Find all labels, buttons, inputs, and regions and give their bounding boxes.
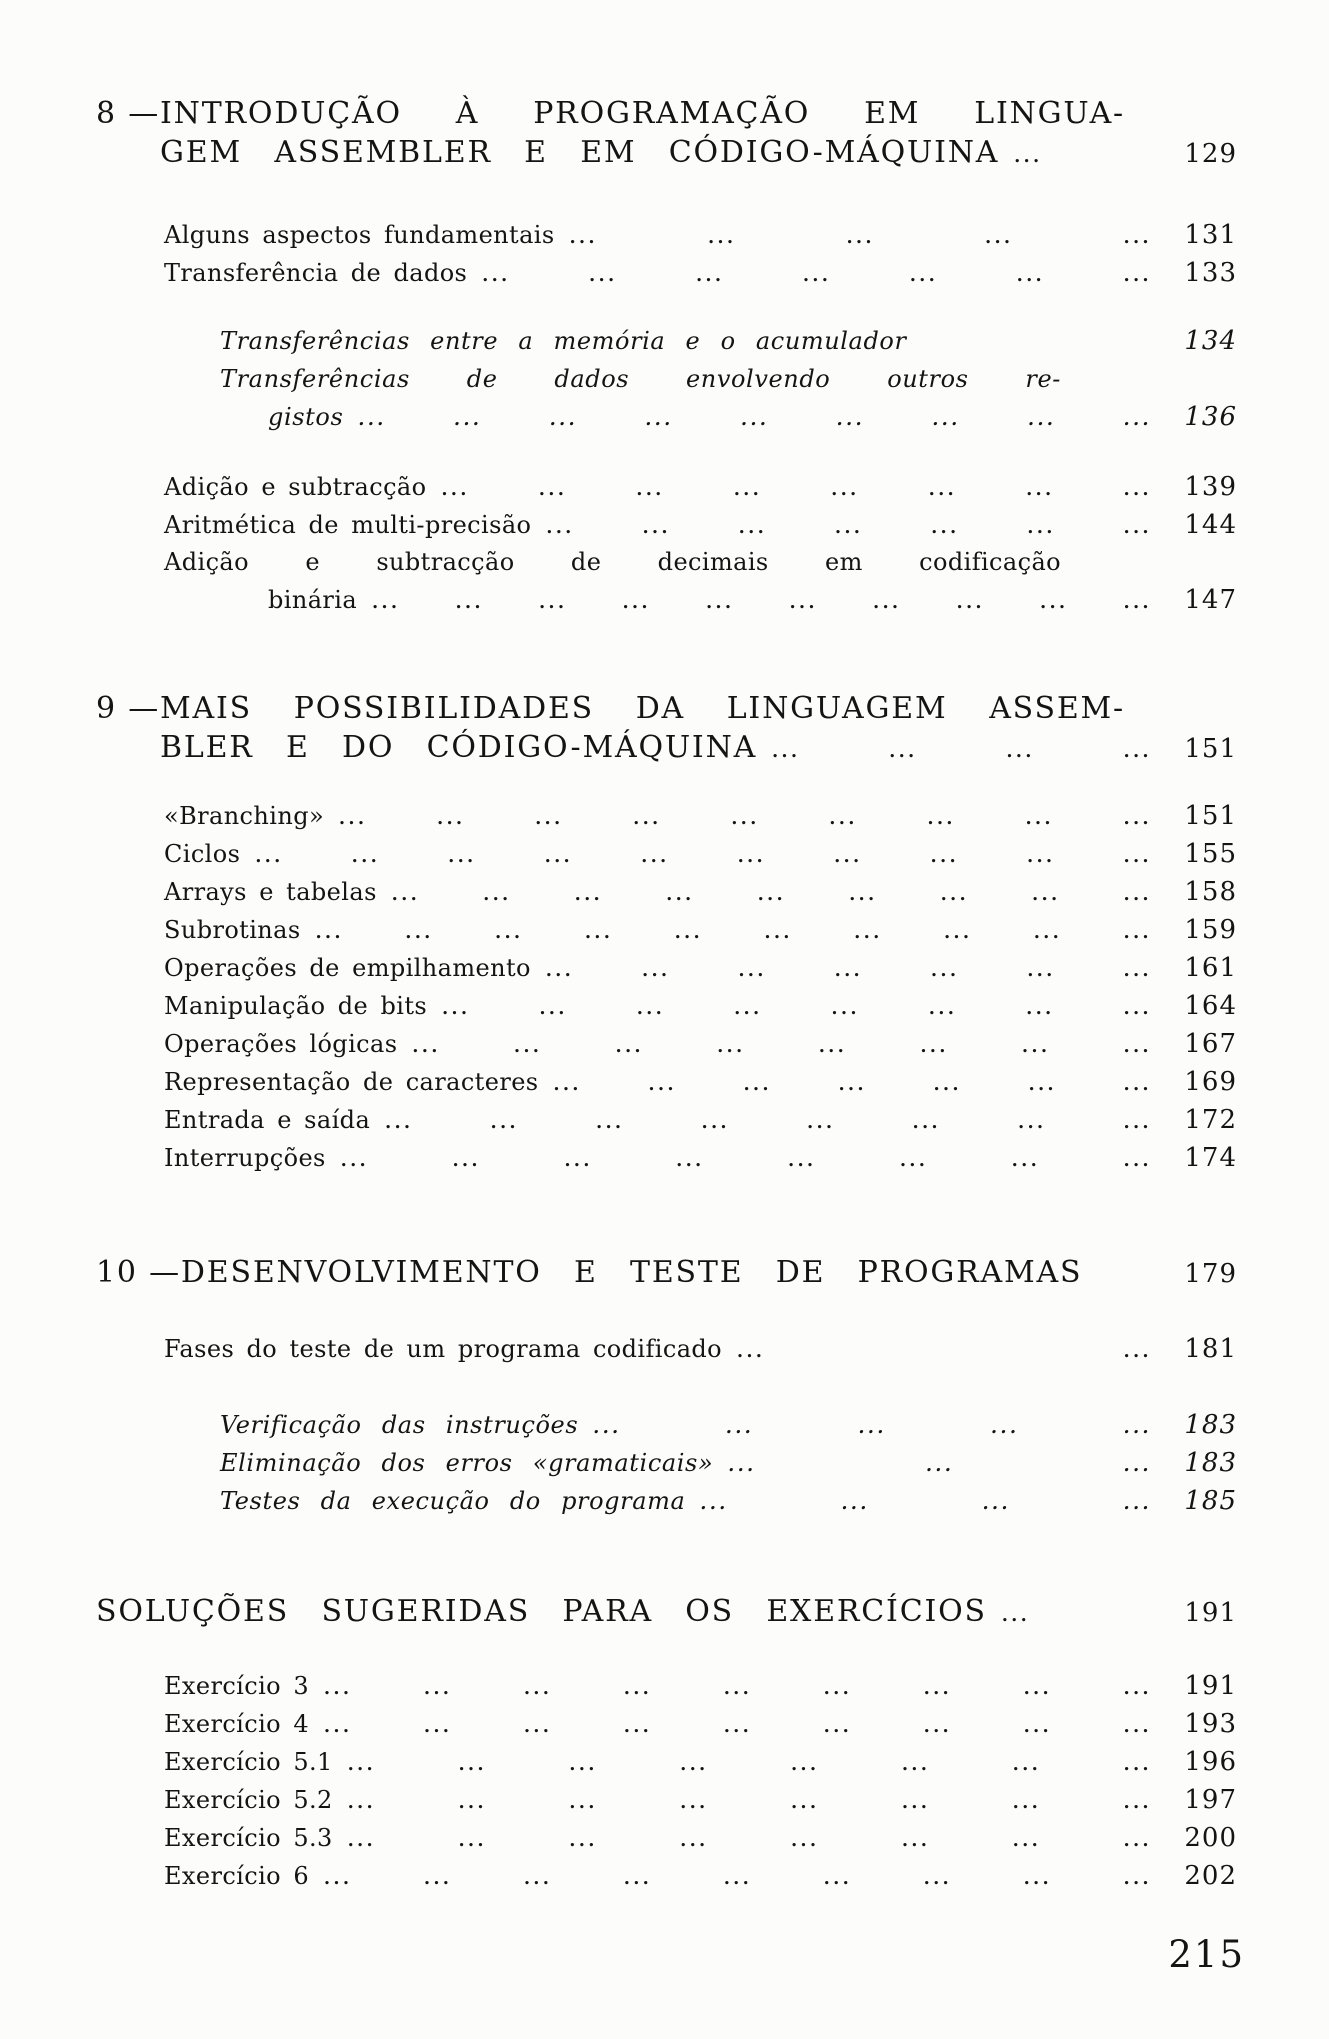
page-ref: 193 — [1184, 1709, 1237, 1739]
toc-entry-label: Exercício 5.3 — [164, 1824, 333, 1852]
page-ref: 159 — [1184, 915, 1237, 945]
toc-entry-label: Transferências de dados envolvendo outros re- — [220, 365, 1061, 393]
toc-entry-label: Operações lógicas — [164, 1030, 398, 1058]
page-ref: 147 — [1184, 585, 1237, 615]
page-ref: 167 — [1184, 1029, 1237, 1059]
page-ref: 133 — [1184, 258, 1237, 288]
dot-leader: ... ... ... ... ... ... ... ... ... — [323, 1861, 1151, 1890]
dot-leader: ... ... ... — [727, 1448, 1151, 1477]
toc-entry-label: Manipulação de bits — [164, 992, 428, 1020]
toc-entry-label: Ciclos — [164, 840, 241, 868]
chapter9-title-line1: MAIS POSSIBILIDADES DA LINGUAGEM ASSEM- — [160, 691, 1125, 726]
page-ref: 151 — [1184, 801, 1237, 831]
chapter10-heading — [96, 1253, 1237, 1294]
dot-leader: ... ... ... ... ... ... ... — [544, 953, 1151, 982]
toc-entry-label: Arrays e tabelas — [164, 878, 377, 906]
dot-leader: ... — [1000, 1598, 1030, 1627]
chapter8-title-line2: GEM ASSEMBLER E EM CÓDIGO-MÁQUINA — [160, 135, 1000, 170]
toc-entry — [164, 1743, 1237, 1781]
toc-entry-label: Verificação das instruções — [220, 1411, 579, 1439]
chapter8-heading-line2 — [160, 133, 1237, 174]
page-ref: 155 — [1184, 839, 1237, 869]
toc-entry-label: gistos — [268, 403, 344, 431]
dot-leader: ... ... ... ... ... ... ... ... — [411, 1029, 1151, 1058]
toc-entry — [164, 911, 1237, 949]
chapter9-heading-line1 — [96, 689, 1237, 728]
dot-leader: ... ... ... ... ... ... ... ... ... — [323, 1671, 1151, 1700]
dot-leader: ... ... ... ... ... ... ... ... — [440, 472, 1151, 501]
chapter10-title: DESENVOLVIMENTO E TESTE DE PROGRAMAS — [180, 1255, 1083, 1290]
page-ref: 144 — [1184, 510, 1237, 540]
toc-entry — [164, 1025, 1237, 1063]
toc-subentry — [220, 1482, 1237, 1520]
dot-leader: ... ... ... ... ... ... ... ... — [384, 1105, 1151, 1134]
page-ref: 185 — [1184, 1486, 1237, 1516]
toc-entry — [164, 254, 1237, 292]
dot-leader: ... ... ... ... ... ... ... ... — [441, 991, 1151, 1020]
toc-entry-label: Exercício 5.1 — [164, 1748, 333, 1776]
toc-subentry-wrapped-line — [220, 360, 1237, 398]
toc-entry — [164, 835, 1237, 873]
toc-entry — [164, 1667, 1237, 1705]
toc-entry-label: Representação de caracteres — [164, 1068, 539, 1096]
toc-entry — [164, 468, 1237, 506]
toc-subentry — [220, 1406, 1237, 1444]
chapter8-heading-line1 — [96, 94, 1237, 133]
toc-entry — [164, 1705, 1237, 1743]
toc-subentry — [220, 1444, 1237, 1482]
dot-leader: ... ... ... ... ... ... ... ... — [346, 1823, 1151, 1852]
dot-leader: ... ... ... ... — [771, 734, 1151, 763]
toc-entry-continuation — [268, 581, 1237, 619]
page-ref: 129 — [1184, 139, 1237, 169]
dot-leader: ... ... ... ... ... ... ... ... — [339, 1143, 1151, 1172]
chapter9-number: 9 — — [96, 691, 161, 726]
page-ref: 151 — [1184, 734, 1237, 764]
toc-entry-label: Eliminação dos erros «gramaticais» — [220, 1449, 714, 1477]
chapter9-heading-line2 — [160, 728, 1237, 769]
dot-leader: ... — [1013, 139, 1042, 168]
page-ref: 191 — [1184, 1598, 1237, 1628]
dot-leader: ... ... ... ... ... ... ... ... — [346, 1785, 1151, 1814]
toc-entry-label: Entrada e saída — [164, 1106, 371, 1134]
toc-entry — [164, 506, 1237, 544]
toc-entry-label: Testes da execução do programa — [220, 1487, 686, 1515]
dot-leader: ... ... ... ... ... ... ... ... ... ... — [371, 585, 1151, 614]
toc-entry-label: binária — [268, 586, 358, 614]
page-number: 215 — [1168, 1933, 1245, 1976]
dot-leader: ... ... ... ... ... ... ... — [545, 510, 1151, 539]
toc-entry-label: Transferência de dados — [164, 259, 468, 287]
page-ref: 197 — [1184, 1785, 1237, 1815]
page-ref: 134 — [1184, 326, 1237, 356]
page-ref: 164 — [1184, 991, 1237, 1021]
page-ref: 161 — [1184, 953, 1237, 983]
toc-entry-label: Exercício 5.2 — [164, 1786, 333, 1814]
toc-subentry — [220, 322, 1237, 360]
toc-subentry-continuation — [268, 398, 1237, 436]
page-ref: 196 — [1184, 1747, 1237, 1777]
toc-entry-label: Fases do teste de um programa codificado — [164, 1335, 723, 1363]
toc-entry-label: Adição e subtracção de decimais em codificação — [164, 548, 1061, 576]
dot-leader: ... ... ... ... ... ... ... ... ... — [357, 402, 1151, 431]
toc-entry-label: «Branching» — [164, 802, 325, 830]
toc-entry — [164, 1063, 1237, 1101]
dot-leader: ... ... ... ... ... — [568, 220, 1151, 249]
toc-entry — [164, 797, 1237, 835]
chapter8-title-line1: INTRODUÇÃO À PROGRAMAÇÃO EM LINGUA- — [160, 96, 1125, 131]
toc-entry-label: Aritmética de multi-precisão — [164, 511, 532, 539]
chapter10-number: 10 — — [96, 1255, 181, 1290]
dot-leader: ... ... ... ... ... ... ... ... ... ... — [314, 915, 1151, 944]
dot-leader: ... ... — [736, 1334, 1151, 1363]
toc-entry-label: Interrupções — [164, 1144, 326, 1172]
toc-entry — [164, 873, 1237, 911]
page-ref: 131 — [1184, 220, 1237, 250]
toc-entry — [164, 1857, 1237, 1895]
toc-entry-label: Alguns aspectos fundamentais — [164, 221, 555, 249]
toc-entry — [164, 1781, 1237, 1819]
toc-entry-label: Exercício 4 — [164, 1710, 310, 1738]
dot-leader: ... ... ... ... ... ... ... — [481, 258, 1151, 287]
page-ref: 158 — [1184, 877, 1237, 907]
dot-leader: ... ... ... ... ... ... ... ... ... — [338, 801, 1151, 830]
toc-entry-wrapped-line — [164, 544, 1237, 581]
toc-entry — [164, 216, 1237, 254]
toc-entry-label: Exercício 3 — [164, 1672, 310, 1700]
page-ref: 183 — [1184, 1410, 1237, 1440]
toc-entry-label: Operações de empilhamento — [164, 954, 531, 982]
dot-leader: ... ... ... ... ... ... ... ... ... ... — [254, 839, 1151, 868]
solutions-heading — [96, 1592, 1237, 1633]
chapter8-number: 8 — — [96, 96, 161, 131]
dot-leader: ... ... ... ... ... ... ... — [552, 1067, 1151, 1096]
toc-entry — [164, 1819, 1237, 1857]
page-ref: 183 — [1184, 1448, 1237, 1478]
solutions-title: SOLUÇÕES SUGERIDAS PARA OS EXERCÍCIOS — [96, 1594, 987, 1629]
toc-entry-label: Subrotinas — [164, 916, 301, 944]
page-ref: 172 — [1184, 1105, 1237, 1135]
page-ref: 191 — [1184, 1671, 1237, 1701]
page-ref: 174 — [1184, 1143, 1237, 1173]
dot-leader: ... ... ... ... — [699, 1486, 1151, 1515]
toc-entry — [164, 1139, 1237, 1177]
toc-entry — [164, 987, 1237, 1025]
dot-leader: ... ... ... ... ... ... ... ... ... — [323, 1709, 1151, 1738]
toc-entry-label: Transferências entre a memória e o acumulador — [220, 327, 907, 355]
page-ref: 136 — [1184, 402, 1237, 432]
page-ref: 169 — [1184, 1067, 1237, 1097]
page-ref: 202 — [1184, 1861, 1237, 1891]
page-ref: 139 — [1184, 472, 1237, 502]
toc-entry-label: Adição e subtracção — [164, 473, 427, 501]
toc-entry — [164, 1101, 1237, 1139]
dot-leader: ... ... ... ... ... ... ... ... — [346, 1747, 1151, 1776]
dot-leader: ... ... ... ... ... ... ... ... ... — [390, 877, 1151, 906]
page-ref: 179 — [1184, 1259, 1237, 1289]
toc-entry — [164, 949, 1237, 987]
dot-leader: ... ... ... ... ... — [592, 1410, 1151, 1439]
page-ref: 181 — [1184, 1334, 1237, 1364]
toc-entry — [164, 1330, 1237, 1368]
chapter9-title-line2: BLER E DO CÓDIGO-MÁQUINA — [160, 730, 758, 765]
toc-entry-label: Exercício 6 — [164, 1862, 310, 1890]
page-ref: 200 — [1184, 1823, 1237, 1853]
